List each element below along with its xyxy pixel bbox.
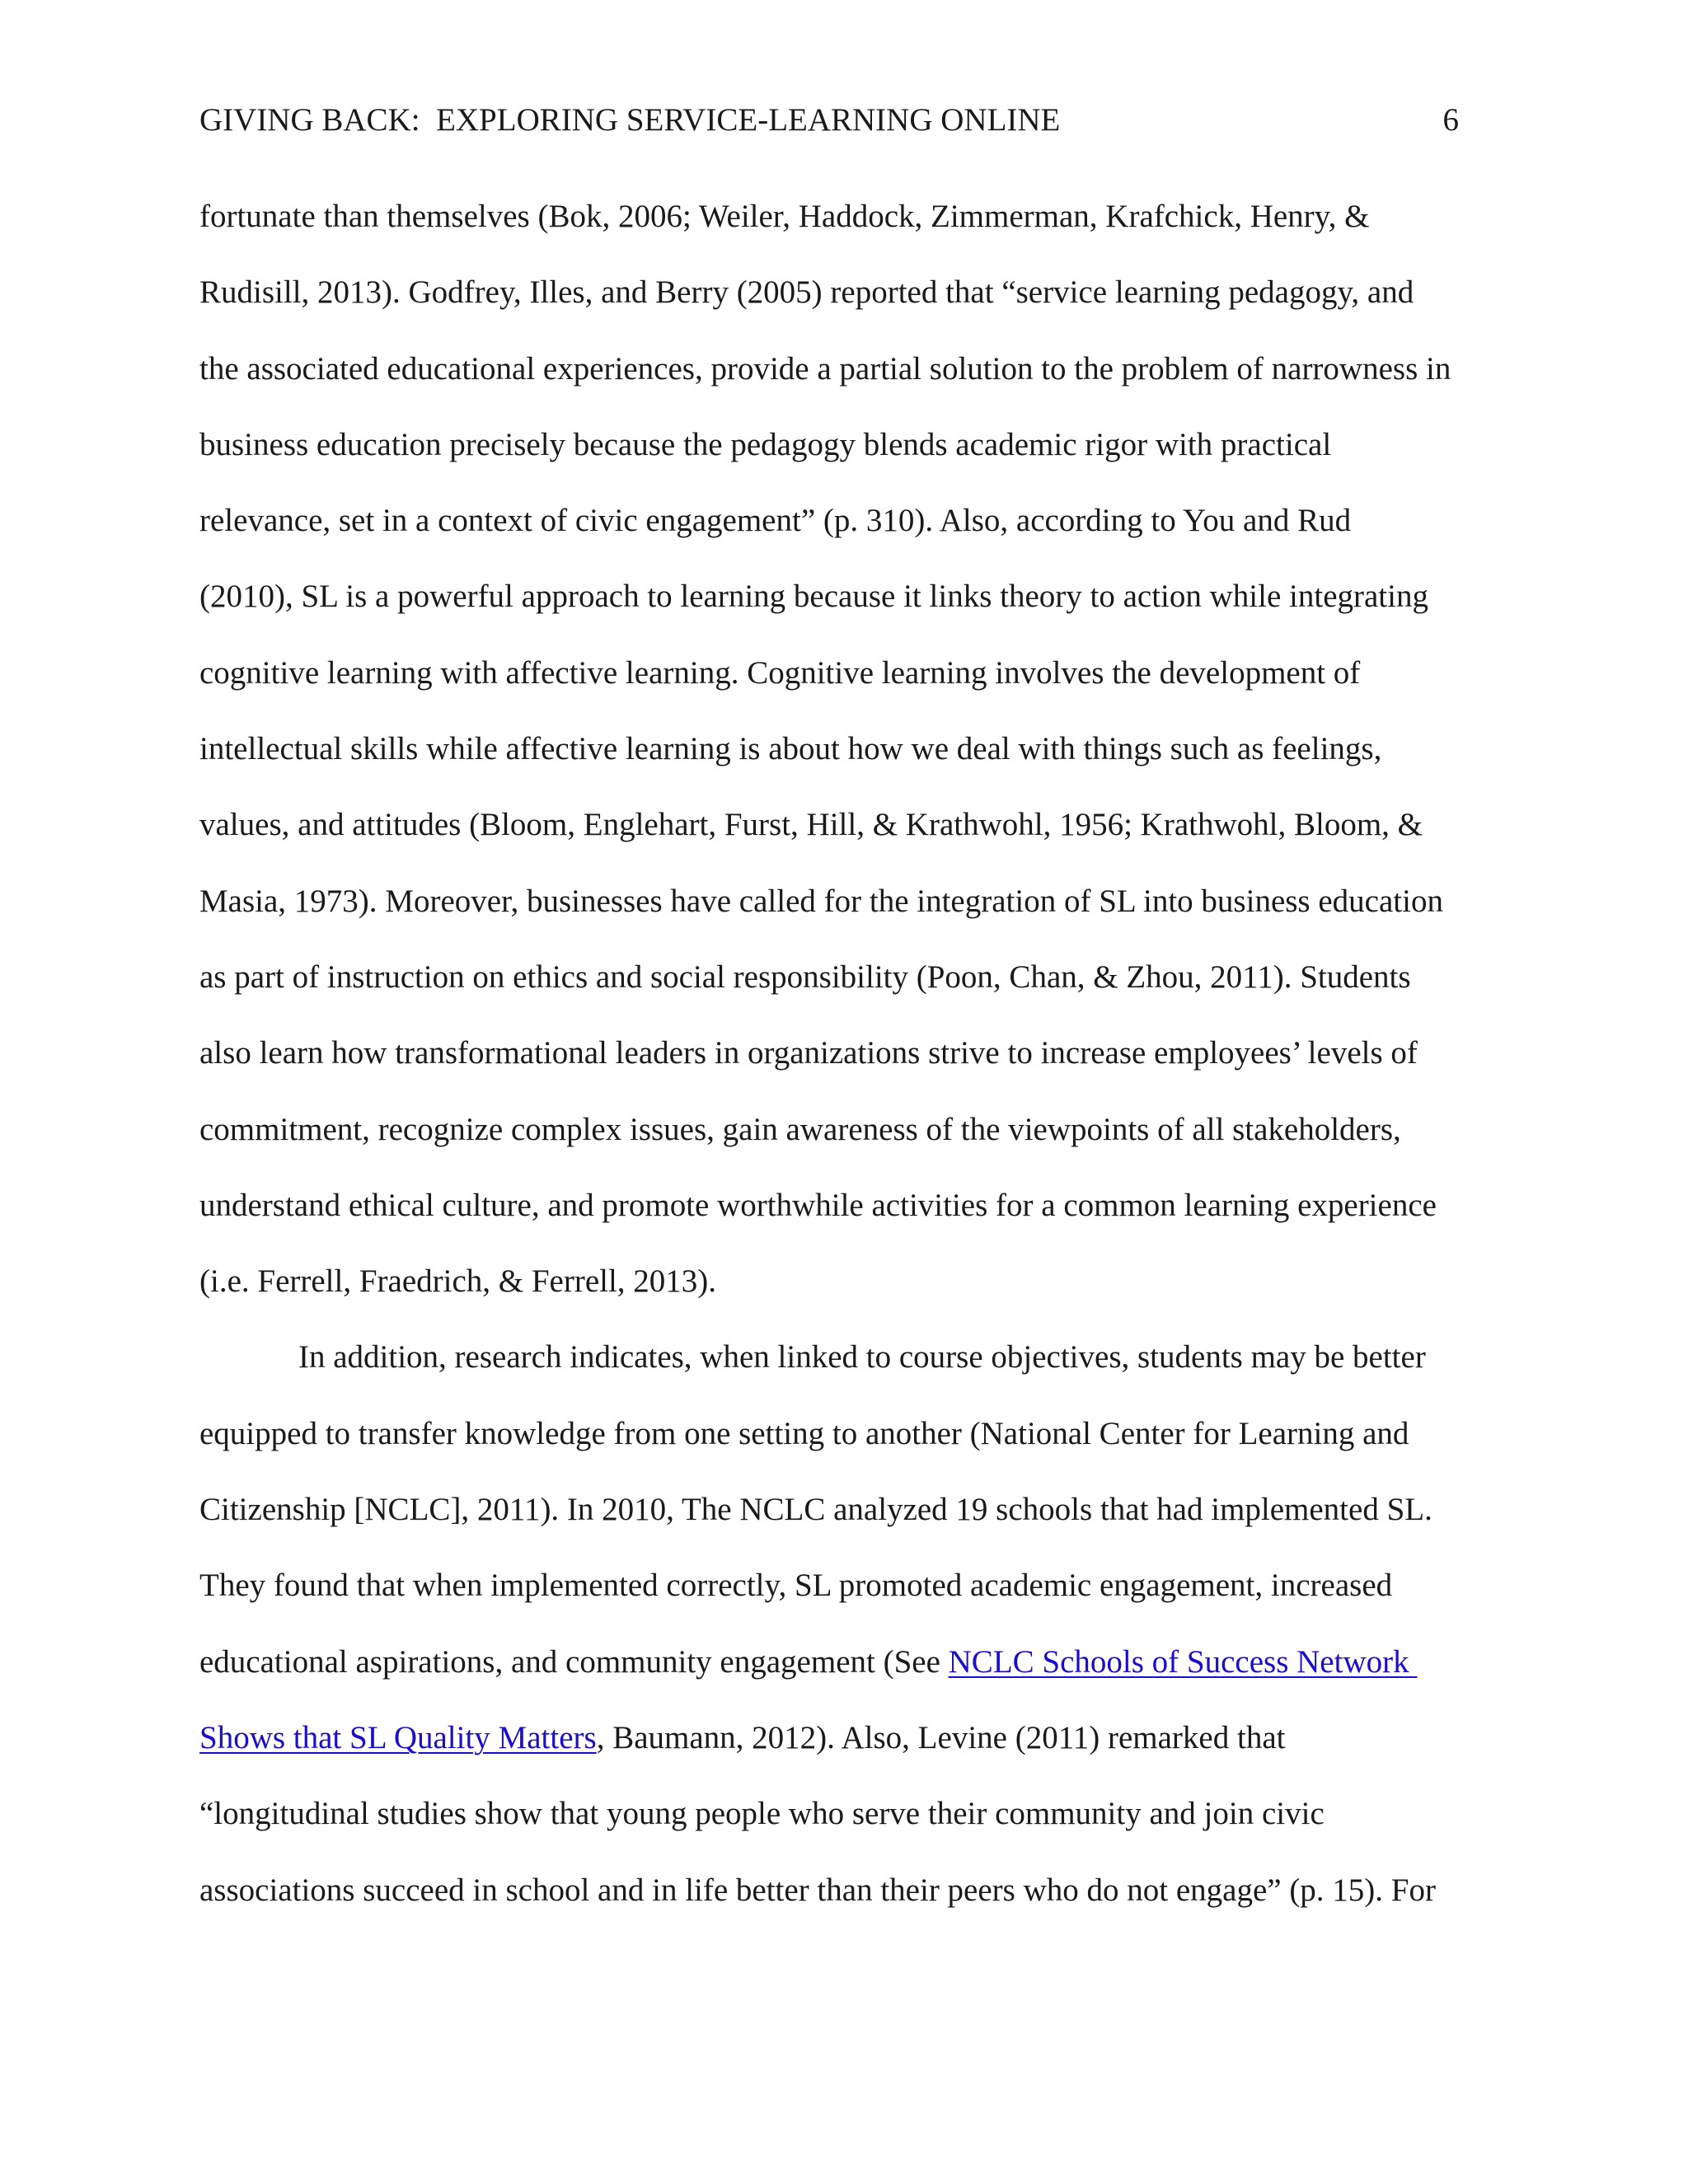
text-line: the associated educational experiences, provide a partial solution to the problem of narrowness in	[199, 350, 1451, 387]
text-line: , Baumann, 2012). Also, Levine (2011) remarked that	[596, 1719, 1286, 1755]
text-line: relevance, set in a context of civic engagement” (p. 310). Also, according to You and Rud	[199, 503, 1352, 539]
link-line-1	[199, 1639, 1502, 1715]
text-line: (2010), SL is a powerful approach to learning because it links theory to action while integrating	[199, 579, 1428, 615]
paragraph-start-line	[199, 1334, 1502, 1410]
text-line: educational aspirations, and community engagement (See	[199, 1643, 949, 1680]
page-number: 6	[1442, 102, 1459, 138]
text-line: values, and attitudes (Bloom, Englehart, Furst, Hill, & Krathwohl, 1956; Krathwohl, Bloom, &	[199, 807, 1423, 843]
text-line: Citizenship [NCLC], 2011). In 2010, The NCLC analyzed 19 schools that had implemented SL.	[199, 1492, 1432, 1528]
body-text	[199, 194, 1502, 1943]
text-line: (i.e. Ferrell, Fraedrich, & Ferrell, 2013).	[199, 1263, 717, 1300]
text-line: also learn how transformational leaders in organizations strive to increase employees’ levels of	[199, 1035, 1418, 1071]
text-line: “longitudinal studies show that young people who serve their community and join civic	[199, 1796, 1325, 1832]
nclc-report-link-part1[interactable]: NCLC Schools of Success Network	[948, 1643, 1418, 1680]
text-line: They found that when implemented correctly, SL promoted academic engagement, increased	[199, 1568, 1393, 1604]
text-line: cognitive learning with affective learning. Cognitive learning involves the development of	[199, 654, 1361, 691]
text-line: business education precisely because the pedagogy blends academic rigor with practical	[199, 426, 1332, 462]
text-line: In addition, research indicates, when linked to course objectives, students may be better	[298, 1339, 1426, 1376]
text-line: intellectual skills while affective learning is about how we deal with things such as feelings,	[199, 731, 1382, 767]
nclc-report-link-part2[interactable]: Shows that SL Quality Matters	[199, 1719, 597, 1755]
running-title: GIVING BACK: EXPLORING SERVICE-LEARNING ONLINE	[199, 102, 1061, 138]
text-line: equipped to transfer knowledge from one setting to another (National Center for Learning and	[199, 1415, 1409, 1451]
text-line: fortunate than themselves (Bok, 2006; Weiler, Haddock, Zimmerman, Krafchick, Henry, &	[199, 199, 1370, 234]
running-head	[199, 97, 1459, 143]
text-line: associations succeed in school and in life better than their peers who do not engage” (p. 15). For	[199, 1872, 1436, 1908]
link-line-2	[199, 1715, 1502, 1791]
text-line: Rudisill, 2013). Godfrey, Illes, and Berry (2005) reported that “service learning pedagogy, and	[199, 274, 1414, 311]
text-line: commitment, recognize complex issues, gain awareness of the viewpoints of all stakeholders,	[199, 1111, 1401, 1147]
text-line: as part of instruction on ethics and social responsibility (Poon, Chan, & Zhou, 2011). Students	[199, 958, 1411, 995]
text-line: Masia, 1973). Moreover, businesses have called for the integration of SL into business education	[199, 883, 1443, 919]
text-line: understand ethical culture, and promote worthwhile activities for a common learning experience	[199, 1187, 1437, 1223]
